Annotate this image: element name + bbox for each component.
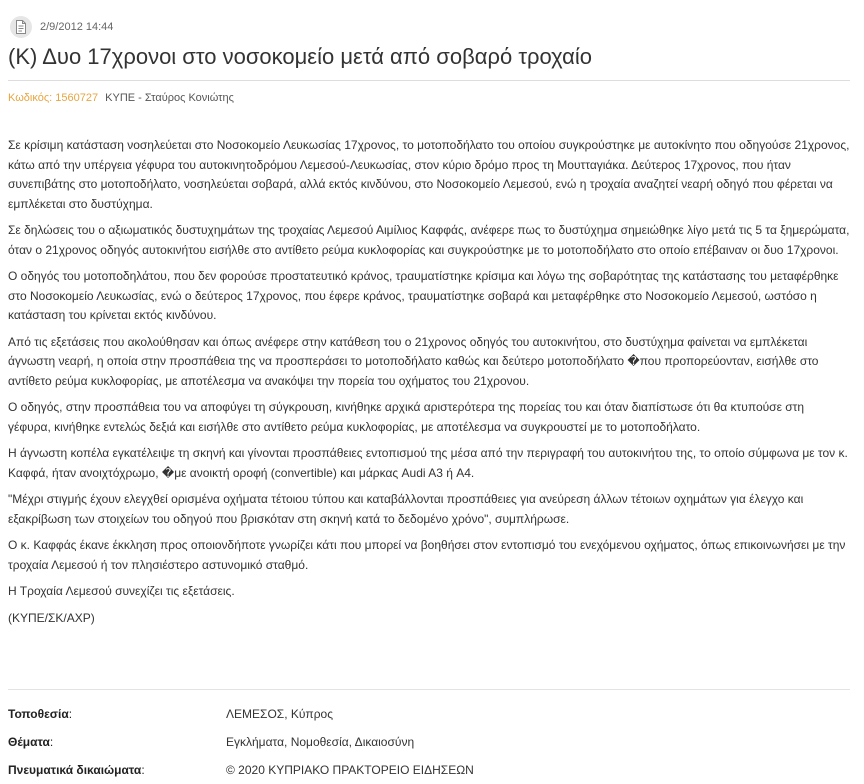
article-paragraph: Σε δηλώσεις του ο αξιωματικός δυστυχημάτων της τροχαίας Λεμεσού Αιμίλιος Καφφάς, ανέφερε πως το δυστύχημα σημειώθηκε λίγο μετά τις 5 τα ξημερώματα, όταν ο 21χρονος οδηγός αυτοκινήτου εισήλθε στο αντίθετο ρεύμα κυκλοφορίας και συγκρούστηκε με το μοτοποδήλατο στο οποίο επέβαιναν οι δυο 17χρονοι. [8,223,850,257]
label-colon: : [49,735,54,749]
rights-value: © 2020 ΚΥΠΡΙΑΚΟ ΠΡΑΚΤΟΡΕΙΟ ΕΙΔΗΣΕΩΝ [226,763,474,777]
article-meta [8,92,234,104]
footer-label [8,763,226,777]
footer-divider [8,689,850,690]
article-paragraph: Από τις εξετάσεις που ακολούθησαν και όπως ανέφερε στην κατάθεση του ο 21χρονος οδηγός του αυτοκινήτου, στο δυστύχημα φαίνεται να εμπλέκεται άγνωστη νεαρή, η οποία στην προσπάθεια της να προσπεράσει το μοτοποδήλατο καθώς και δεύτερο μοτοποδήλατο �που προπορεύονταν, εισήλθε στο αντίθετο ρεύμα κυκλοφορίας, με αποτέλεσμα να ανακόψει την πορεία του οχήματος του 21χρονου. [8,334,819,388]
footer-label [8,707,226,721]
rights-label: Πνευματικά δικαιώματα [8,763,142,777]
article-paragraph: Η άγνωστη κοπέλα εγκατέλειψε τη σκηνή και γίνονται προσπάθειες εντοπισμού της μέσα από την περιγραφή του αυτοκινήτου της, το οποίο σύμφωνα με τον κ. Καφφά, ήταν ανοιχτόχρωμο, �με ανοικτή οροφή (convertible) και μάρκας Audi A3 ή A4. [8,446,848,480]
location-value: ΛΕΜΕΣΟΣ, Κύπρος [226,707,333,721]
article-header [10,16,113,38]
article-paragraph: (ΚΥΠΕ/ΣΚ/ΑΧΡ) [8,610,95,625]
article-body [8,136,850,635]
topics-label: Θέματα [8,735,50,749]
article-paragraph: Ο οδηγός του μοτοποδηλάτου, που δεν φορούσε προστατευτικό κράνος, τραυματίστηκε κρίσιμα και λόγω της σοβαρότητας της κατάστασης του μεταφέρθηκε στο Νοσοκομείο Λευκωσίας, ενώ ο δεύτερος 17χρονος, που έφερε κράνος, τραυματίστηκε σοβαρά και μεταφέρθηκε στο Νοσοκομείο Λεμεσού, ωστόσο η κατάσταση του κρίνεται εκτός κινδύνου. [8,269,839,322]
article-paragraph: Σε κρίσιμη κατάσταση νοσηλεύεται στο Νοσοκομείο Λευκωσίας 17χρονος, το μοτοποδήλατο του οποίου συγκρούστηκε με αυτοκίνητο που οδηγούσε 21χρονος, κάτω από την υπέργεια γέφυρα του αυτοκινητοδρόμου Λεμεσού-Λευκωσίας, στον κύριο δρόμο προς τη Μουτταγιάκα. Δεύτερος 17χρονος, που ήταν συνεπιβάτης στο μοτοποδήλατο, νοσηλεύεται σοβαρά, αλλά εκτός κινδύνου, στο Νοσοκομείο Λεμεσού, ενώ η τροχαία αναζητεί νεαρή οδηγό που φέρεται να εμπλέκεται στο δυστύχημα. [8,138,850,211]
article-title: (Κ) Δυο 17χρονοι στο νοσοκομείο μετά από σοβαρό τροχαίο [8,44,592,69]
footer-row-location [8,700,850,728]
article-code: Κωδικός: 1560727 [8,92,99,104]
document-icon [10,16,32,38]
article-footer [8,700,850,784]
location-label: Τοποθεσία [8,707,69,721]
article-paragraph: Ο οδηγός, στην προσπάθεια του να αποφύγει τη σύγκρουση, κινήθηκε αρχικά αριστερότερα της πορείας του και όταν διαπίστωσε ότι θα κτυπούσε στη γέφυρα, κινήθηκε εντελώς δεξιά και εισήλθε στο αντίθετο ρεύμα κυκλοφορίας, με αποτέλεσμα να συγκρουστεί με το μοτοποδήλατο. [8,400,805,434]
footer-label [8,735,226,749]
topics-value: Εγκλήματα, Νομοθεσία, Δικαιοσύνη [226,735,415,749]
title-divider [8,80,850,81]
label-colon: : [68,707,73,721]
article-date: 2/9/2012 14:44 [40,21,114,33]
article-paragraph: Η Τροχαία Λεμεσού συνεχίζει τις εξετάσεις. [8,584,235,598]
footer-row-rights [8,756,850,784]
label-colon: : [141,763,145,777]
article-source: ΚΥΠΕ - Σταύρος Κονιώτης [105,92,234,104]
article-paragraph: Ο κ. Καφφάς έκανε έκκληση προς οποιονδήποτε γνωρίζει κάτι που μπορεί να βοηθήσει στον εντοπισμό του ενεχόμενου οχήματος, όπως επικοινωνήσει με την τροχαία Λεμεσού ή τον πλησιέστερο αστυνομικό σταθμό. [8,538,846,572]
article-paragraph: "Μέχρι στιγμής έχουν ελεγχθεί ορισμένα οχήματα τέτοιου τύπου και καταβάλλονται προσπάθειες για ανεύρεση άλλων τέτοιων οχημάτων για έλεγχο και εξακρίβωση των στοιχείων του οδηγού που βρισκόταν στη σκηνή κατά το δεδομένο χρόνο", συμπλήρωσε. [8,492,804,526]
footer-row-topics [8,728,850,756]
